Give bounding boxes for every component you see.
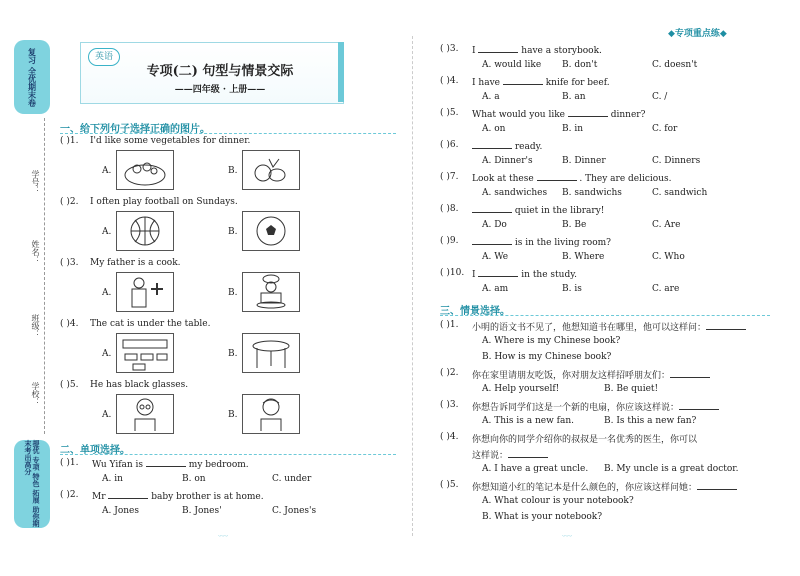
s3-q4-number: ( )4.	[440, 432, 459, 442]
s3-q4-line1	[472, 432, 697, 445]
s2-q10-opt-c[interactable]: C. are	[652, 284, 680, 294]
sidebar-dash-line	[44, 118, 45, 434]
sidebar-top-tab	[14, 40, 50, 114]
s1-q1-opt-a[interactable]: A.	[102, 166, 112, 176]
s3-q1-number: ( )1.	[440, 320, 459, 330]
boy-icon[interactable]	[242, 394, 300, 434]
s3-q5-opt-b[interactable]: B. What is your notebook?	[482, 512, 603, 522]
s2-q3-number: ( )3.	[440, 44, 459, 54]
s2-q9-stem	[472, 236, 611, 248]
s2-q2-stem-pre: Mr	[92, 492, 109, 502]
s2-q2-opt-b[interactable]: B. Jones'	[182, 506, 222, 516]
s2-q7-stem-pre: Look at these	[472, 174, 537, 184]
s1-q1-text: I'd like some vegetables for dinner.	[90, 136, 251, 146]
doctor-icon[interactable]	[116, 272, 174, 312]
s2-q7-blank[interactable]	[537, 172, 577, 181]
s3-q5-line1	[472, 480, 737, 493]
s2-q4-opt-b[interactable]: B. an	[562, 92, 586, 102]
s2-q7-number: ( )7.	[440, 172, 459, 182]
field-class: 班级：	[31, 314, 40, 338]
s2-q6-stem-post: ready.	[512, 142, 543, 152]
s3-q4-line2	[472, 448, 548, 461]
s3-q5-opt-a[interactable]: A. What colour is your notebook?	[482, 496, 634, 506]
s2-q4-stem-pre: I have	[472, 78, 503, 88]
s2-q2-stem-post: baby brother is at home.	[148, 492, 264, 502]
s2-q4-number: ( )4.	[440, 76, 459, 86]
s1-q5-opt-a[interactable]: A.	[102, 410, 112, 420]
s2-q3-stem	[472, 44, 602, 56]
s2-q3-opt-c[interactable]: C. doesn't	[652, 60, 698, 70]
s2-q9-opt-b[interactable]: B. Where	[562, 252, 605, 262]
sidebar-top-label: 复习 全优期末卷	[27, 47, 37, 107]
s2-q6-opt-b[interactable]: B. Dinner	[562, 156, 606, 166]
header-accent-bar	[338, 42, 344, 102]
s2-q8-blank[interactable]	[472, 204, 512, 213]
s2-q10-number: ( )10.	[440, 268, 465, 278]
s2-q1-opt-b[interactable]: B. on	[182, 474, 206, 484]
s3-q2-opt-a[interactable]: A. Help yourself!	[482, 384, 560, 394]
s2-q10-stem	[472, 268, 577, 280]
section1-rule	[60, 133, 396, 134]
s1-q1-opt-b[interactable]: B.	[228, 166, 238, 176]
s2-q9-blank[interactable]	[472, 236, 512, 245]
field-student-id: 学号：	[31, 170, 40, 194]
s3-q3-opt-b[interactable]: B. Is this a new fan?	[604, 416, 697, 426]
s2-q6-opt-a[interactable]: A. Dinner's	[482, 156, 533, 166]
section1-title: 一、给下列句子选择正确的图片。	[60, 124, 210, 135]
s3-q1-line1	[472, 320, 746, 333]
s3-q4-blank[interactable]	[508, 449, 548, 458]
s3-q2-line1-text: 你在家里请朋友吃饭，你对朋友这样招呼朋友们：	[472, 371, 671, 381]
s2-q10-stem-pre: I	[472, 270, 479, 280]
s2-q5-stem-pre: What would you like	[472, 110, 568, 120]
s1-q3-number: ( )3.	[60, 258, 79, 268]
s2-q10-opt-a[interactable]: A. am	[482, 284, 509, 294]
s2-q6-stem	[472, 140, 542, 152]
s2-q4-stem-post: knife for beef.	[542, 78, 610, 88]
corner-label: ◆专项重点练◆	[668, 29, 727, 39]
subject-badge: 英语	[88, 48, 120, 66]
section2-rule	[60, 454, 396, 455]
s1-q2-text: I often play football on Sundays.	[90, 197, 238, 207]
s2-q6-number: ( )6.	[440, 140, 459, 150]
s2-q8-stem-post: quiet in the library!	[512, 206, 605, 216]
boy-glasses-icon[interactable]	[116, 394, 174, 434]
s2-q4-opt-c[interactable]: C. /	[652, 92, 668, 102]
s3-q4-opt-a[interactable]: A. I have a great uncle.	[482, 464, 589, 474]
football-icon[interactable]	[242, 211, 300, 251]
s3-q4-opt-b[interactable]: B. My uncle is a great doctor.	[604, 464, 739, 474]
s2-q9-number: ( )9.	[440, 236, 459, 246]
s2-q3-stem-pre: I	[472, 46, 479, 56]
s1-q3-opt-b[interactable]: B.	[228, 288, 238, 298]
s2-q2-blank[interactable]	[108, 490, 148, 499]
s2-q3-blank[interactable]	[478, 44, 518, 53]
s1-q5-opt-b[interactable]: B.	[228, 410, 238, 420]
page-subtitle: ——四年级 · 上册——	[174, 85, 266, 95]
s2-q7-stem	[472, 172, 672, 184]
s3-q5-line1-text: 你想知道小红的笔记本是什么颜色的，你应该这样问她：	[472, 483, 698, 493]
s2-q8-opt-b[interactable]: B. Be	[562, 220, 587, 230]
s2-q10-stem-post: in the study.	[518, 270, 577, 280]
s2-q2-number: ( )2.	[60, 490, 79, 500]
s2-q7-opt-c[interactable]: C. sandwich	[652, 188, 708, 198]
section2-title: 二、单项选择。	[60, 445, 130, 456]
s2-q1-stem	[92, 458, 249, 470]
s2-q1-opt-a[interactable]: A. in	[102, 474, 123, 484]
s1-q4-opt-a[interactable]: A.	[102, 349, 112, 359]
s2-q1-opt-c[interactable]: C. under	[272, 474, 312, 484]
s2-q8-opt-c[interactable]: C. Are	[652, 220, 681, 230]
s3-q1-line1-text: 小明的语文书不见了，他想知道书在哪里，他可以这样问：	[472, 323, 707, 333]
s2-q4-blank[interactable]	[503, 76, 543, 85]
s2-q4-opt-a[interactable]: A. a	[482, 92, 500, 102]
s2-q1-stem-pre: Wu Yifan is	[92, 460, 146, 470]
s2-q8-stem	[472, 204, 604, 216]
s1-q2-opt-b[interactable]: B.	[228, 227, 238, 237]
footer-ornament-left: ﹋	[218, 536, 228, 547]
s1-q2-number: ( )2.	[60, 197, 79, 207]
table-icon[interactable]	[242, 333, 300, 373]
section3-title: 三、情景选择。	[440, 306, 510, 317]
s3-q3-blank[interactable]	[679, 401, 719, 410]
s1-q4-number: ( )4.	[60, 319, 79, 329]
s2-q7-opt-a[interactable]: A. sandwiches	[482, 188, 548, 198]
sidebar-bottom-label: 提优 专项 特色 拓展 助你期末考出高分	[24, 440, 40, 527]
s3-q4-line1-text: 你想向你的同学介绍你的叔叔是一名优秀的医生，你可以	[472, 435, 698, 445]
s2-q9-opt-a[interactable]: A. We	[482, 252, 509, 262]
s3-q3-line1	[472, 400, 719, 413]
s3-q3-line1-text: 你想告诉同学们这是一个新的电扇，你应该这样说：	[472, 403, 680, 413]
s2-q1-stem-post: my bedroom.	[185, 460, 249, 470]
s2-q2-opt-c[interactable]: C. Jones's	[272, 506, 317, 516]
s2-q10-opt-b[interactable]: B. is	[562, 284, 582, 294]
s2-q6-opt-c[interactable]: C. Dinners	[652, 156, 701, 166]
s3-q1-opt-a[interactable]: A. Where is my Chinese book?	[482, 336, 621, 346]
s3-q2-blank[interactable]	[670, 369, 710, 378]
s3-q2-opt-b[interactable]: B. Be quiet!	[604, 384, 659, 394]
footer-ornament-right: ﹋	[562, 536, 572, 547]
field-name: 姓名：	[31, 240, 40, 264]
s2-q7-opt-b[interactable]: B. sandwichs	[562, 188, 622, 198]
s1-q4-text: The cat is under the table.	[90, 319, 211, 329]
s2-q2-stem	[92, 490, 264, 502]
s2-q4-stem	[472, 76, 610, 88]
s1-q5-text: He has black glasses.	[90, 380, 189, 390]
s1-q1-number: ( )1.	[60, 136, 79, 146]
cook-icon[interactable]	[242, 272, 300, 312]
s2-q5-opt-b[interactable]: B. in	[562, 124, 584, 134]
food-bowl-icon[interactable]	[116, 150, 174, 190]
field-school: 学校：	[31, 382, 40, 406]
s2-q9-stem-post: is in the living room?	[512, 238, 611, 248]
page-divider	[412, 36, 413, 536]
s2-q2-opt-a[interactable]: A. Jones	[102, 506, 139, 516]
s2-q3-stem-post: have a storybook.	[518, 46, 602, 56]
page-title: 专项(二) 句型与情景交际	[146, 64, 294, 79]
sidebar-bottom-tab	[14, 440, 50, 528]
s2-q10-blank[interactable]	[478, 268, 518, 277]
s1-q4-opt-b[interactable]: B.	[228, 349, 238, 359]
s3-q3-opt-a[interactable]: A. This is a new fan.	[482, 416, 575, 426]
s1-q3-opt-a[interactable]: A.	[102, 288, 112, 298]
s1-q3-text: My father is a cook.	[90, 258, 181, 268]
s2-q9-opt-c[interactable]: C. Who	[652, 252, 685, 262]
s2-q5-stem-post: dinner?	[607, 110, 646, 120]
section3-rule	[440, 315, 770, 316]
s3-q1-opt-b[interactable]: B. How is my Chinese book?	[482, 352, 612, 362]
s3-q2-number: ( )2.	[440, 368, 459, 378]
s2-q6-blank[interactable]	[472, 140, 512, 149]
s3-q5-number: ( )5.	[440, 480, 459, 490]
s3-q2-line1	[472, 368, 710, 381]
s2-q8-opt-a[interactable]: A. Do	[482, 220, 507, 230]
vegetables-icon[interactable]	[242, 150, 300, 190]
s2-q5-blank[interactable]	[568, 108, 608, 117]
s1-q2-opt-a[interactable]: A.	[102, 227, 112, 237]
s2-q5-opt-a[interactable]: A. on	[482, 124, 506, 134]
s3-q5-blank[interactable]	[697, 481, 737, 490]
s2-q1-number: ( )1.	[60, 458, 79, 468]
s2-q8-number: ( )8.	[440, 204, 459, 214]
s2-q1-blank[interactable]	[146, 458, 186, 467]
s3-q3-number: ( )3.	[440, 400, 459, 410]
s3-q1-blank[interactable]	[706, 321, 746, 330]
s2-q3-opt-b[interactable]: B. don't	[562, 60, 598, 70]
basketball-icon[interactable]	[116, 211, 174, 251]
s1-q5-number: ( )5.	[60, 380, 79, 390]
s3-q4-line2-text: 这样说：	[472, 451, 509, 461]
s2-q5-opt-c[interactable]: C. for	[652, 124, 678, 134]
s2-q3-opt-a[interactable]: A. would like	[482, 60, 542, 70]
s2-q5-number: ( )5.	[440, 108, 459, 118]
classroom-icon[interactable]	[116, 333, 174, 373]
s2-q7-stem-post: . They are delicious.	[576, 174, 672, 184]
s2-q5-stem	[472, 108, 645, 120]
